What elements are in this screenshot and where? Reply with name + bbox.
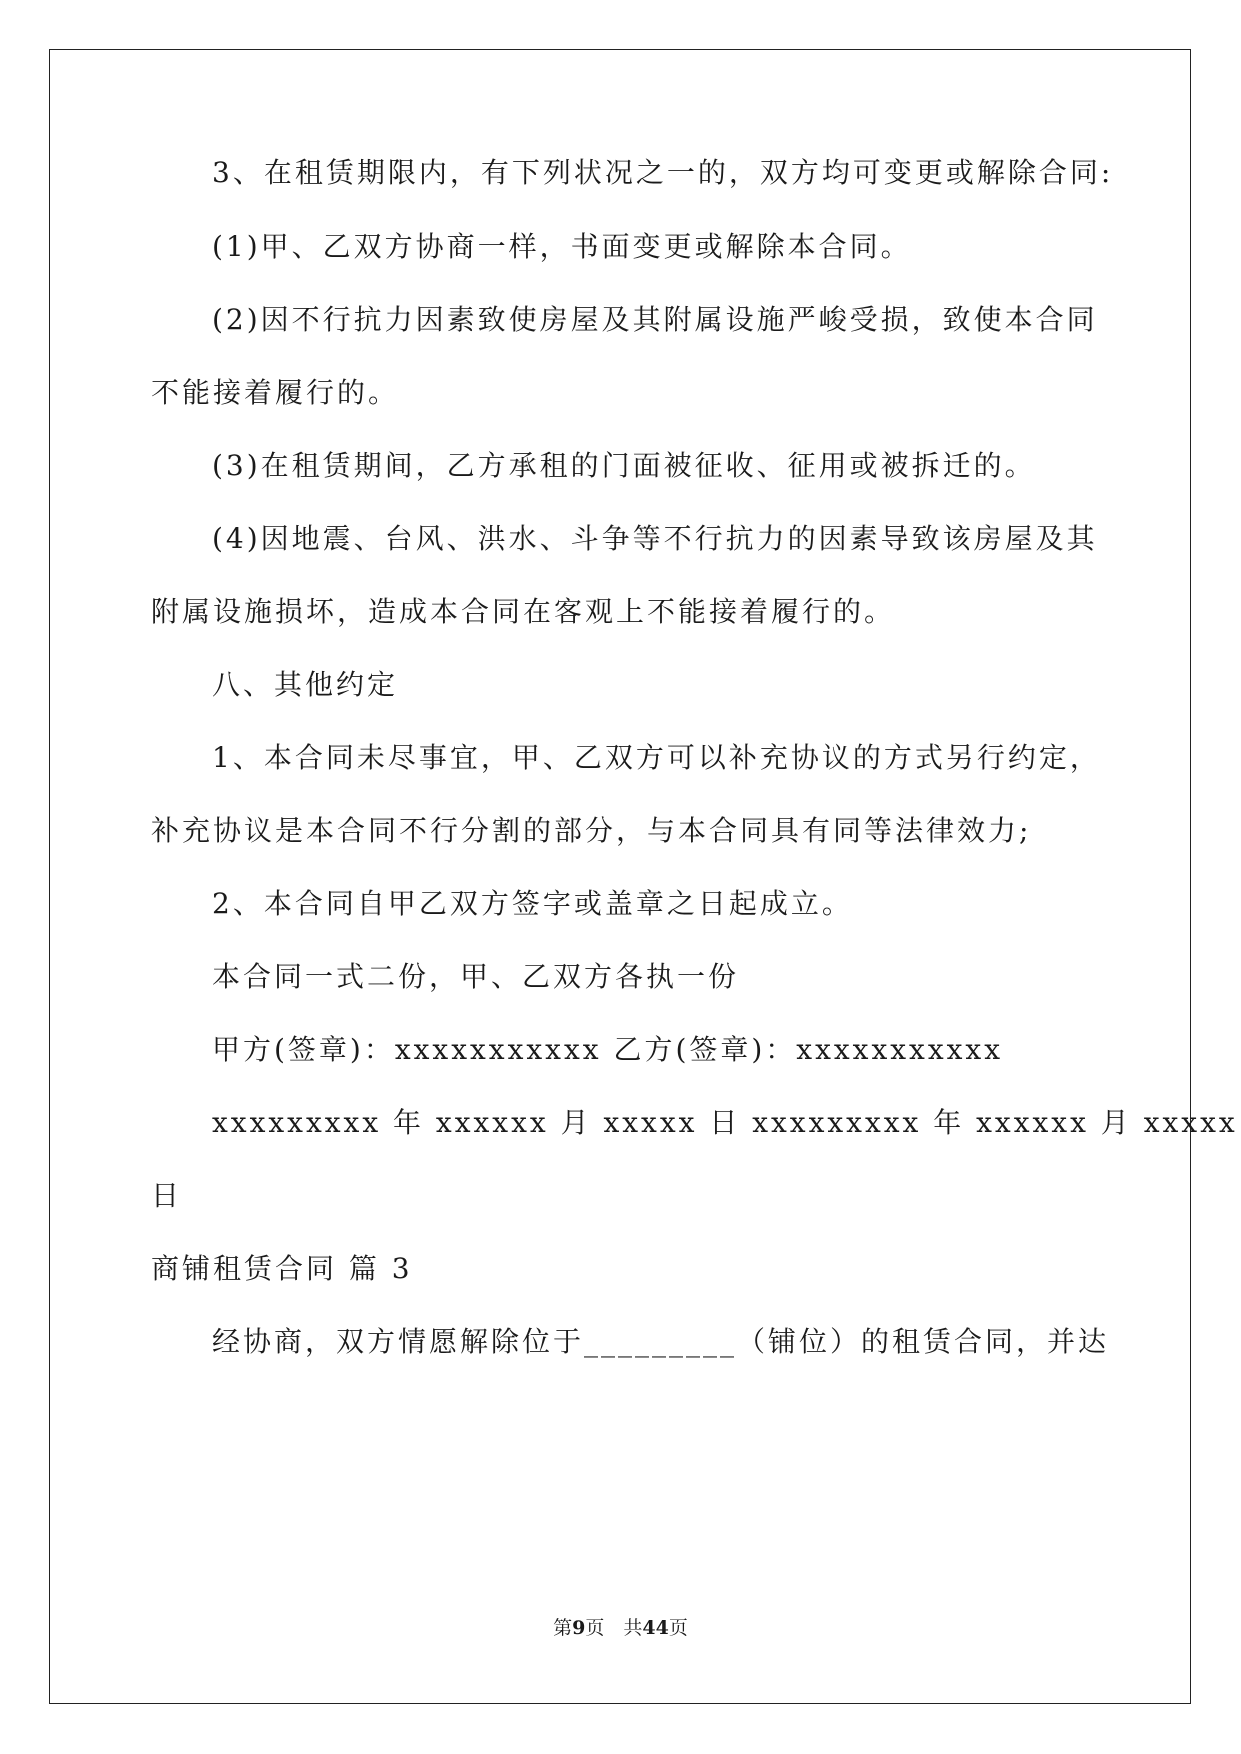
page-total: 44 [642,1617,669,1639]
clause-3-3-line: (3)在租赁期间，乙方承租的门面被征收、征用或被拆迁的。 [212,449,1036,482]
footer-prefix: 第 [553,1617,573,1639]
copies-line: 本合同一式二份，甲、乙双方各执一份 [212,960,740,993]
clause-8-1-line-2: 补充协议是本合同不行分割的部分，与本合同具有同等法律效力; [151,814,1032,847]
date-line-2: 日 [151,1179,183,1212]
termination-paragraph-line: 经协商，双方情愿解除位于_________（铺位）的租赁合同，并达 [212,1325,1110,1358]
clause-3-1-line: (1)甲、乙双方协商一样，书面变更或解除本合同。 [212,230,912,263]
page-footer [0,1615,1241,1641]
clause-3-line: 3、在租赁期限内，有下列状况之一的，双方均可变更或解除合同: [212,156,1114,189]
page-border [49,49,1191,1704]
page-number: 9 [572,1617,586,1639]
section-8-heading: 八、其他约定 [212,668,399,701]
clause-3-4-line-2: 附属设施损坏，造成本合同在客观上不能接着履行的。 [151,595,896,628]
footer-suffix: 页 [668,1617,688,1639]
clause-3-2-line-2: 不能接着履行的。 [151,376,400,409]
clause-8-2-line: 2、本合同自甲乙双方签字或盖章之日起成立。 [212,887,853,920]
clause-3-4-line-1: (4)因地震、台风、洪水、斗争等不行抗力的因素导致该房屋及其 [212,522,1098,555]
footer-middle: 页 共 [585,1617,643,1639]
section-title: 商铺租赁合同 篇 3 [151,1252,413,1285]
date-line-1: xxxxxxxxx 年 xxxxxx 月 xxxxx 日 xxxxxxxxx 年 xxxxxx 月 xxxxx [212,1106,1238,1139]
clause-3-2-line-1: (2)因不行抗力因素致使房屋及其附属设施严峻受损，致使本合同 [212,303,1098,336]
clause-8-1-line-1: 1、本合同未尽事宜，甲、乙双方可以补充协议的方式另行约定， [212,741,1101,774]
signature-line: 甲方(签章)：xxxxxxxxxxx 乙方(签章)：xxxxxxxxxxx [212,1033,1003,1066]
